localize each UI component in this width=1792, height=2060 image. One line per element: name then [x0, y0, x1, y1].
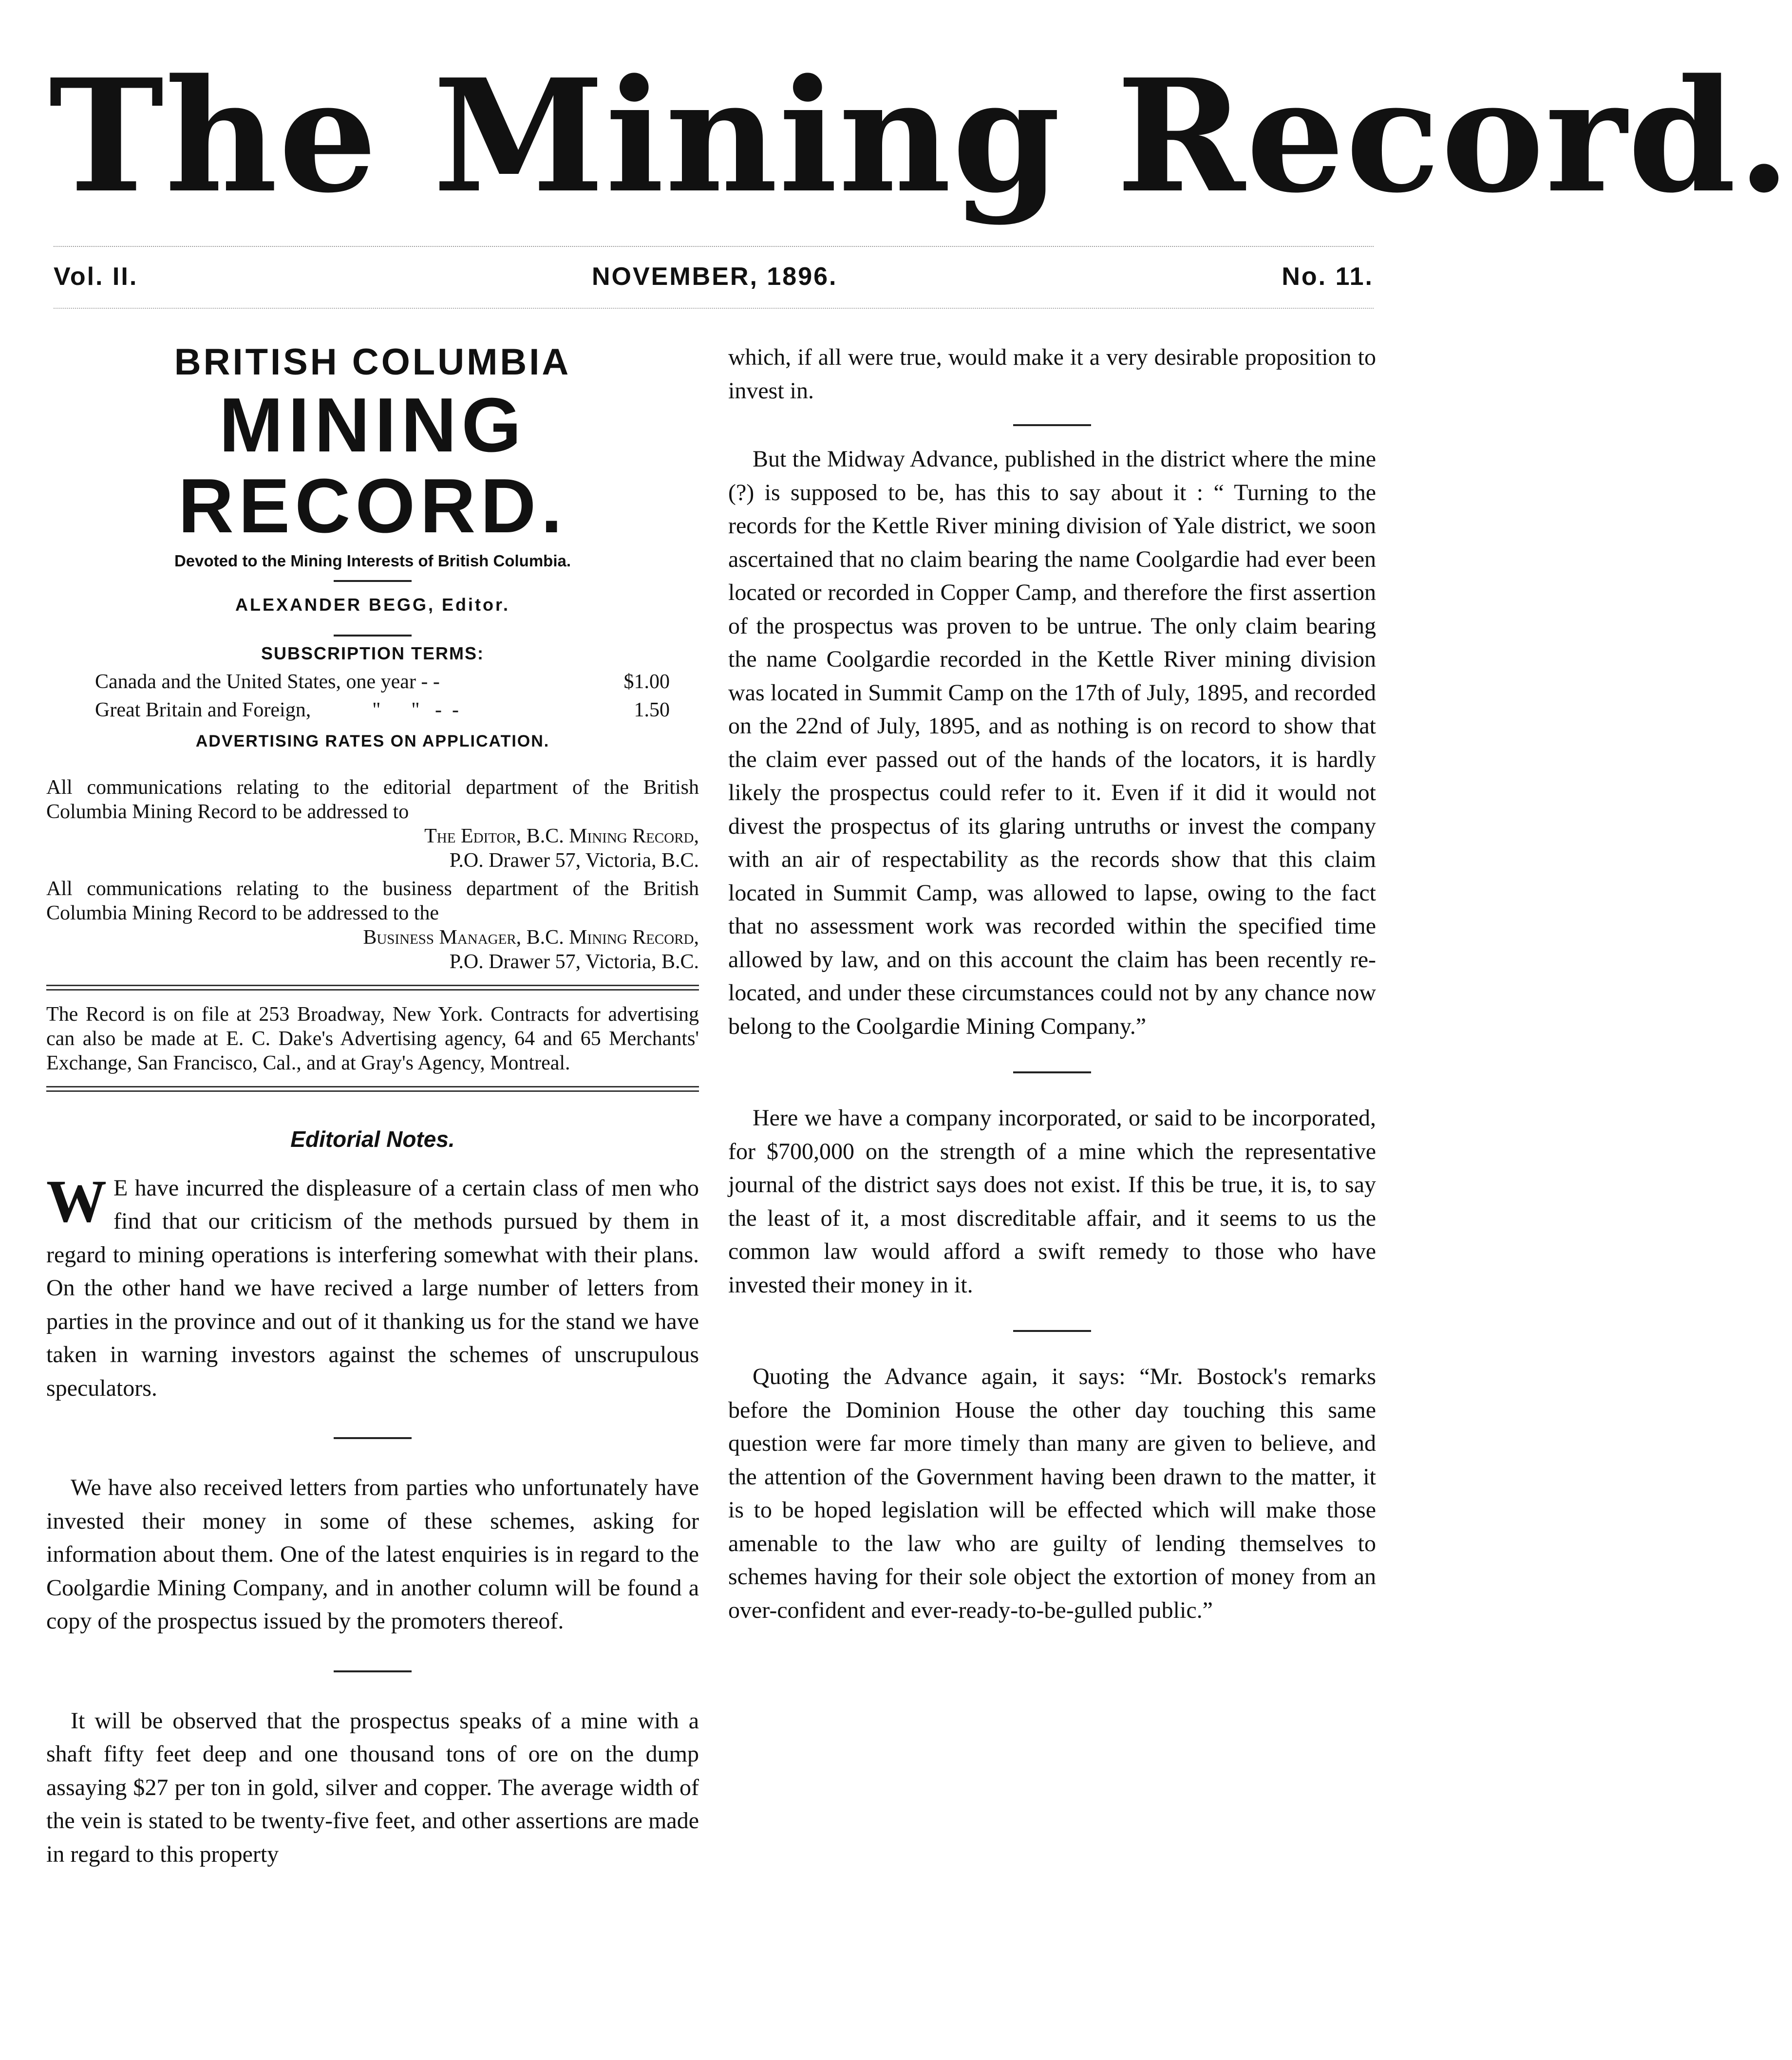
- masthead-title: The Mining Record.: [49, 45, 1792, 227]
- divider: [334, 1670, 412, 1672]
- issue-date: NOVEMBER, 1896.: [592, 262, 838, 291]
- advertising-rates: ADVERTISING RATES ON APPLICATION.: [195, 731, 550, 750]
- business-notice: All communications relating to the business department of the British Columbia Mining Record to be addressed to the: [46, 877, 699, 924]
- issue-rule: [54, 308, 1374, 309]
- double-rule: [46, 985, 699, 991]
- article-paragraph: It will be observed that the prospectus speaks of a mine with a shaft fifty feet deep and one thousand tons of ore on the dump assaying $27 per ton in gold, silver and copper. The average width of the vein is stated to be twenty-five feet, and other assertions are made in regard to this property: [46, 1707, 699, 1867]
- divider: [334, 580, 412, 582]
- section-heading: Editorial Notes.: [290, 1126, 455, 1152]
- issue-number: No. 11.: [1282, 262, 1374, 291]
- divider: [334, 1437, 412, 1439]
- article-paragraph: But the Midway Advance, published in the district where the mine (?) is supposed to be, has this to say about it : “ Turning to the records for the Kettle River mining division of Yale district, we soon ascertained that no claim bearing the name Coolgardie had ever been located or recorded in Copper Camp, and therefore the first assertion of the prospectus was proven to be untrue. The only claim bearing the name Coolgardie recorded in the Kettle River mining division was located in Summit Camp on the 17th of July, 1895, and recorded on the 22nd of July, 1895, and as nothing is on record to show that the claim ever passed out of the hands of the locators, it is hardly likely the prospectus could refer to it. Even if it did it would not divest the prospectus of its glaring untruths or invest the company with an air of respectability as the records show that this claim located in Summit Camp, was allowed to lapse, owing to the fact that no assessment work was recorded within the specified time allowed by law, and on this account the claim has been recently re-located, and under these circumstances could not by any chance now belong to the Coolgardie Mining Company.”: [728, 446, 1376, 1039]
- subscription-label: Canada and the United States, one year - -: [95, 670, 440, 693]
- article-paragraph: Here we have a company incorporated, or said to be incorporated, for $700,000 on the strength of a mine which the representative journal of the district says does not exist. If this be true, it is, to say the least of it, a most discreditable affair, and it seems to us the common law would afford a swift remedy to those who have invested their money in it.: [728, 1105, 1376, 1298]
- issue-line: [54, 262, 1374, 296]
- divider: [334, 635, 412, 637]
- right-column: [728, 341, 1376, 1627]
- subscription-price: 1.50: [634, 698, 670, 721]
- business-address: Business Manager, B.C. Mining Record,: [363, 926, 699, 949]
- article-paragraph: [46, 1167, 699, 1405]
- subscription-price: $1.00: [623, 670, 670, 693]
- volume-label: Vol. II.: [54, 262, 138, 291]
- divider: [1013, 1330, 1091, 1332]
- editor-line: ALEXANDER BEGG, Editor.: [235, 594, 510, 615]
- subscription-label: Great Britain and Foreign, " " - -: [95, 698, 459, 721]
- left-column: [46, 341, 699, 1871]
- subscription-row: [46, 696, 699, 724]
- publication-name: MINING RECORD.: [178, 382, 567, 549]
- subscription-heading: SUBSCRIPTION TERMS:: [261, 643, 484, 663]
- article-paragraph: We have also received letters from parties who unfortunately have invested their money in some of these schemes, asking for information about them. One of the latest enquiries is in regard to the Coolgardie Mining Company, and in another column will be found a copy of the prospectus issued by the promoters thereof.: [46, 1475, 699, 1634]
- masthead-rule: [54, 246, 1374, 247]
- business-address: P.O. Drawer 57, Victoria, B.C.: [449, 950, 699, 973]
- article-paragraph: Quoting the Advance again, it says: “Mr. Bostock's remarks before the Dominion House the other day touching this same question were far more timely than many are given to believe, and the attention of the Government having been drawn to the matter, it is to be hoped legislation will be effected which will make those amenable to the law who are guilty of lending themselves to schemes having for their sole object the extortion of money from an over-confident and ever-ready-to-be-gulled public.”: [728, 1364, 1376, 1623]
- paragraph-text: E have incurred the displeasure of a certain class of men who find that our criticism of the methods pursued by them in regard to mining operations is interfering somewhat with their plans. On the other hand we have recived a large number of letters from parties in the province and out of it thanking us for the stand we have taken in warning investors against the schemes of unscrupulous speculators.: [46, 1175, 699, 1401]
- editorial-notice: All communications relating to the editorial department of the British Columbia Mining Record to be addressed to: [46, 776, 699, 823]
- file-notice: The Record is on file at 253 Broadway, New York. Contracts for advertising can also be made at E. C. Dake's Advertising agency, 64 and 65 Merchants' Exchange, San Francisco, Cal., and at Gray's Agency, Montreal.: [46, 1003, 699, 1074]
- article-paragraph: which, if all were true, would make it a very desirable proposition to invest in.: [728, 344, 1376, 404]
- drop-cap: W: [46, 1167, 107, 1235]
- publication-region: BRITISH COLUMBIA: [174, 341, 571, 383]
- editorial-address: The Editor, B.C. Mining Record,: [424, 824, 699, 847]
- editorial-address: P.O. Drawer 57, Victoria, B.C.: [449, 849, 699, 872]
- subscription-row: [46, 668, 699, 696]
- devoted-line: Devoted to the Mining Interests of British Columbia.: [174, 551, 571, 570]
- divider: [1013, 424, 1091, 426]
- divider: [1013, 1071, 1091, 1073]
- double-rule: [46, 1086, 699, 1092]
